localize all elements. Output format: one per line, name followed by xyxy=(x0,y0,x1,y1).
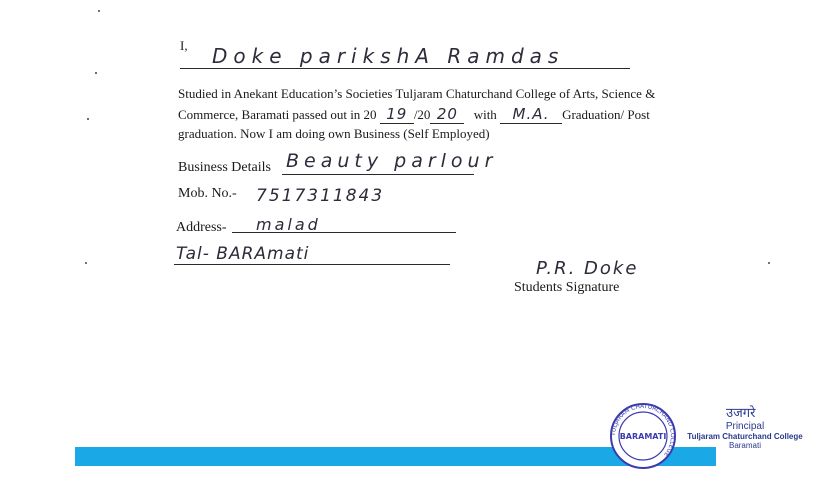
scan-speck xyxy=(98,10,100,12)
statement-line-2-prefix: Commerce, Baramati passed out in 20 xyxy=(178,107,377,122)
statement-line-1: Studied in Anekant Education’s Societies Tuljaram Chaturchand College of Arts, Science & xyxy=(178,86,656,101)
address-value-handwritten: malad xyxy=(256,215,321,234)
business-label: Business Details xyxy=(178,160,271,175)
name-underline xyxy=(180,68,630,69)
statement-line-2 xyxy=(178,105,650,124)
seal-center-text: BARAMATI xyxy=(619,432,667,441)
seal-ring-text: TULJARAM CHATURCHAND COLLEGE xyxy=(609,402,677,458)
principal-college: Tuljaram Chaturchand College xyxy=(687,432,803,441)
scan-speck xyxy=(95,72,97,74)
scan-speck xyxy=(768,262,770,264)
mobile-value-handwritten: 7517311843 xyxy=(256,186,385,206)
degree-handwritten: M.A. xyxy=(500,105,562,124)
scan-speck xyxy=(85,262,87,264)
address-label: Address- xyxy=(176,220,227,235)
pass-day-handwritten: 19 xyxy=(380,105,414,124)
principal-city: Baramati xyxy=(728,441,761,450)
business-underline xyxy=(282,174,474,175)
pronoun-label: I, xyxy=(180,38,188,53)
student-signature-handwritten: P.R. Doke xyxy=(536,258,639,279)
address-line-2-underline xyxy=(174,264,450,265)
principal-title: Principal xyxy=(725,421,765,432)
principal-signature-handwritten: उजगरे xyxy=(726,406,756,421)
principal-block xyxy=(670,405,820,450)
business-value-handwritten: Beauty parlour xyxy=(286,150,498,172)
scan-speck xyxy=(87,118,89,120)
statement-line-2-suffix: Graduation/ Post xyxy=(562,107,650,122)
statement-line-3: graduation. Now I am doing own Business (Self Employed) xyxy=(178,126,490,141)
statement-line-2-mid: /20 xyxy=(413,107,431,122)
mobile-label: Mob. No.- xyxy=(178,186,237,201)
students-signature-label: Students Signature xyxy=(514,280,620,295)
college-seal-icon xyxy=(609,402,677,470)
address-underline xyxy=(232,232,456,233)
student-name-handwritten: Doke parikshA Ramdas xyxy=(212,44,565,68)
pass-year-handwritten: 20 xyxy=(430,105,464,124)
statement-line-2-with: with xyxy=(473,107,497,122)
address-line-2-handwritten: Tal- BARAmati xyxy=(176,244,310,264)
